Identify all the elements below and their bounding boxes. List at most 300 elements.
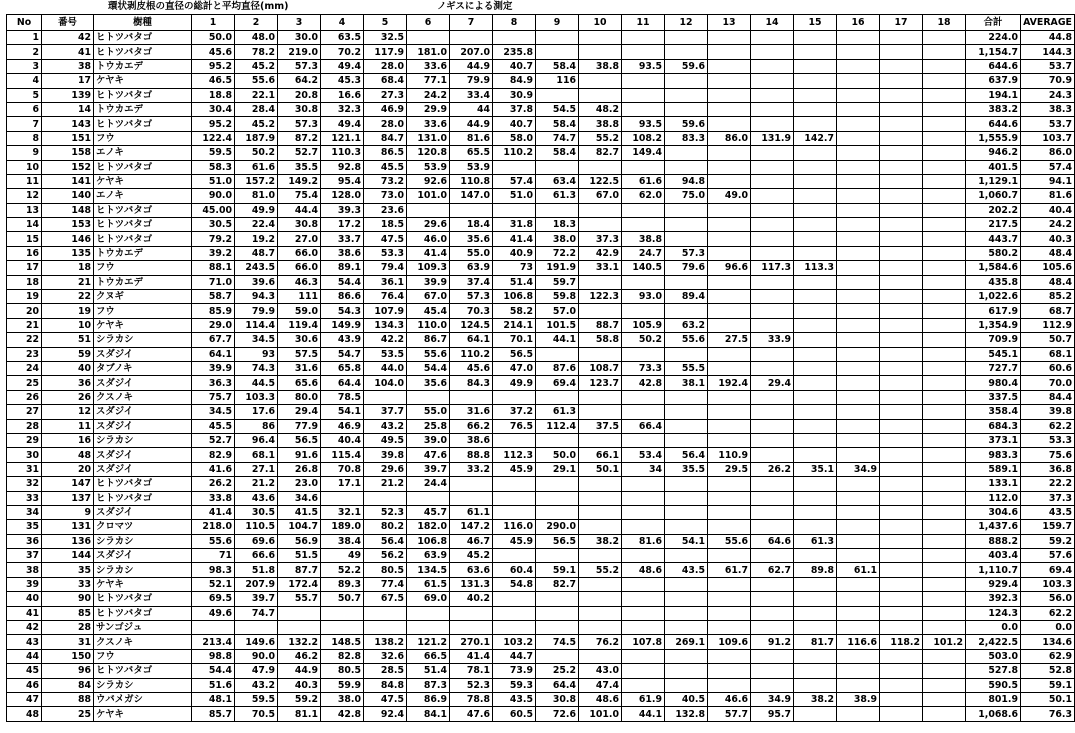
diameter-cell: 46.3 [278,275,321,289]
diameter-cell: 24.4 [407,477,450,491]
diameter-cell: 88.7 [579,318,622,332]
diameter-cell: 28.0 [364,117,407,131]
diameter-cell [837,117,880,131]
diameter-cell [407,390,450,404]
diameter-cell: 59.3 [493,678,536,692]
tree-id-cell: 96 [42,664,94,678]
row-number-cell: 38 [7,563,42,577]
diameter-cell [708,361,751,375]
diameter-cell [321,606,364,620]
diameter-cell: 101.0 [407,189,450,203]
diameter-cell: 54.3 [321,304,364,318]
total-cell: 194.1 [966,88,1021,102]
diameter-cell: 34.5 [235,333,278,347]
tree-id-cell: 42 [42,31,94,45]
diameter-cell: 235.8 [493,45,536,59]
diameter-cell: 42.8 [622,376,665,390]
diameter-cell [880,45,923,59]
diameter-cell: 44.1 [622,707,665,721]
diameter-cell [923,419,966,433]
diameter-cell: 101.0 [579,707,622,721]
diameter-cell: 67.5 [364,592,407,606]
diameter-cell [536,549,579,563]
diameter-cell: 48.1 [192,692,235,706]
diameter-cell: 30.4 [192,102,235,116]
diameter-cell: 98.3 [192,563,235,577]
diameter-cell: 36.3 [192,376,235,390]
diameter-cell [794,649,837,663]
diameter-cell [923,405,966,419]
diameter-cell: 39.6 [235,275,278,289]
diameter-cell [880,405,923,419]
diameter-cell: 117.3 [751,261,794,275]
table-row [7,160,1075,174]
diameter-cell [493,160,536,174]
diameter-cell: 52.1 [192,577,235,591]
average-cell: 103.7 [1021,131,1075,145]
diameter-cell: 48.6 [622,563,665,577]
diameter-cell: 49 [321,549,364,563]
diameter-cell [837,304,880,318]
diameter-cell [837,649,880,663]
diameter-cell: 45.9 [493,462,536,476]
diameter-cell [880,131,923,145]
diameter-cell: 44.7 [493,649,536,663]
diameter-cell: 34.6 [278,491,321,505]
diameter-cell [923,577,966,591]
diameter-cell: 18.8 [192,88,235,102]
diameter-cell: 31.6 [450,405,493,419]
tree-id-cell: 22 [42,290,94,304]
diameter-cell [794,74,837,88]
diameter-cell: 49.5 [364,433,407,447]
diameter-cell: 27.3 [364,88,407,102]
diameter-cell: 25.8 [407,419,450,433]
diameter-cell: 67.0 [579,189,622,203]
species-cell: ヒトツバタゴ [94,491,192,505]
average-cell: 105.6 [1021,261,1075,275]
table-row [7,333,1075,347]
diameter-cell [493,31,536,45]
diameter-cell: 20.8 [278,88,321,102]
species-cell: ケヤキ [94,318,192,332]
diameter-cell [794,376,837,390]
diameter-cell: 65.5 [450,146,493,160]
average-cell: 159.7 [1021,520,1075,534]
diameter-cell: 45.2 [235,59,278,73]
diameter-cell: 96.4 [235,433,278,447]
tree-id-cell: 150 [42,649,94,663]
diameter-cell: 45.2 [450,549,493,563]
diameter-cell: 84.3 [450,376,493,390]
diameter-cell [923,203,966,217]
average-cell: 44.8 [1021,31,1075,45]
species-cell: スダジイ [94,376,192,390]
diameter-cell [665,405,708,419]
table-row [7,376,1075,390]
diameter-cell: 23.0 [278,477,321,491]
diameter-cell [880,448,923,462]
diameter-cell: 38.8 [622,232,665,246]
diameter-cell: 54.8 [493,577,536,591]
diameter-cell: 57.3 [450,290,493,304]
diameter-cell: 45.7 [407,505,450,519]
total-cell: 1,022.6 [966,290,1021,304]
diameter-cell: 47.9 [235,664,278,678]
row-number-cell: 1 [7,31,42,45]
total-cell: 527.8 [966,664,1021,678]
column-header: 12 [665,15,708,31]
diameter-cell [493,433,536,447]
total-cell: 443.7 [966,232,1021,246]
diameter-cell: 86.6 [321,290,364,304]
species-cell: トウカエデ [94,59,192,73]
column-header: 11 [622,15,665,31]
diameter-cell [794,45,837,59]
diameter-cell [880,290,923,304]
table-row [7,390,1075,404]
species-cell: サンゴジュ [94,621,192,635]
diameter-cell [708,160,751,174]
diameter-cell [493,390,536,404]
diameter-cell [794,189,837,203]
average-cell: 59.2 [1021,534,1075,548]
total-cell: 112.0 [966,491,1021,505]
diameter-cell: 92.6 [407,174,450,188]
diameter-cell [751,74,794,88]
diameter-cell [708,520,751,534]
diameter-cell: 35.6 [450,232,493,246]
diameter-cell [837,102,880,116]
diameter-cell [579,577,622,591]
diameter-cell [493,592,536,606]
diameter-cell: 80.2 [364,520,407,534]
species-cell: ヒトツバタゴ [94,117,192,131]
diameter-cell: 52.2 [321,563,364,577]
average-cell: 86.0 [1021,146,1075,160]
diameter-cell: 80.0 [278,390,321,404]
diameter-cell: 86.7 [407,333,450,347]
diameter-cell [837,74,880,88]
diameter-cell: 18.4 [450,218,493,232]
diameter-cell: 58.3 [192,160,235,174]
row-number-cell: 7 [7,117,42,131]
diameter-cell: 104.0 [364,376,407,390]
diameter-cell: 34.5 [192,405,235,419]
diameter-cell: 84.8 [364,678,407,692]
table-row [7,246,1075,260]
diameter-cell: 29.6 [407,218,450,232]
species-cell: クスノキ [94,635,192,649]
diameter-cell [794,290,837,304]
diameter-cell: 93 [235,347,278,361]
diameter-cell [622,520,665,534]
diameter-cell [837,520,880,534]
species-cell: クロマツ [94,520,192,534]
diameter-cell [708,664,751,678]
root-diameter-table [6,14,1075,722]
diameter-cell [751,218,794,232]
diameter-cell: 53.9 [407,160,450,174]
diameter-cell [923,88,966,102]
diameter-cell [579,275,622,289]
diameter-cell [794,491,837,505]
diameter-cell: 19.2 [235,232,278,246]
diameter-cell [493,549,536,563]
diameter-cell [880,520,923,534]
diameter-cell: 116.6 [837,635,880,649]
diameter-cell [622,505,665,519]
diameter-cell [837,246,880,260]
diameter-cell [751,621,794,635]
species-cell: ヒトツバタゴ [94,160,192,174]
diameter-cell: 95.4 [321,174,364,188]
diameter-cell: 30.6 [278,333,321,347]
diameter-cell: 64.1 [192,347,235,361]
diameter-cell [708,304,751,318]
diameter-cell: 55.6 [192,534,235,548]
diameter-cell: 189.0 [321,520,364,534]
diameter-cell: 30.5 [192,218,235,232]
average-cell: 62.2 [1021,606,1075,620]
tree-id-cell: 143 [42,117,94,131]
diameter-cell: 57.3 [278,59,321,73]
total-cell: 217.5 [966,218,1021,232]
diameter-cell [794,304,837,318]
diameter-cell: 46.6 [708,692,751,706]
diameter-cell [751,520,794,534]
diameter-cell: 45.4 [407,304,450,318]
diameter-cell: 64.1 [450,333,493,347]
diameter-cell [493,621,536,635]
diameter-cell [880,592,923,606]
diameter-cell [278,606,321,620]
diameter-cell: 57.7 [708,707,751,721]
diameter-cell: 38.6 [321,246,364,260]
diameter-cell: 69.5 [192,592,235,606]
diameter-cell [923,333,966,347]
diameter-cell: 45.2 [235,117,278,131]
diameter-cell: 70.1 [493,333,536,347]
row-number-cell: 39 [7,577,42,591]
diameter-cell: 131.3 [450,577,493,591]
diameter-cell [837,333,880,347]
total-cell: 401.5 [966,160,1021,174]
total-cell: 202.2 [966,203,1021,217]
diameter-cell: 76.5 [493,419,536,433]
diameter-cell: 57.3 [665,246,708,260]
diameter-cell: 187.9 [235,131,278,145]
diameter-cell: 57.5 [278,347,321,361]
diameter-cell [665,74,708,88]
diameter-cell: 29.9 [407,102,450,116]
diameter-cell: 30.9 [493,88,536,102]
diameter-cell: 79.9 [450,74,493,88]
diameter-cell: 47.5 [364,232,407,246]
diameter-cell: 112.3 [493,448,536,462]
diameter-cell: 149.6 [235,635,278,649]
diameter-cell: 108.7 [579,361,622,375]
diameter-cell: 71 [192,549,235,563]
diameter-cell: 64.4 [536,678,579,692]
row-number-cell: 14 [7,218,42,232]
table-row [7,361,1075,375]
diameter-cell [794,621,837,635]
diameter-cell: 89.1 [321,261,364,275]
diameter-cell [794,448,837,462]
diameter-cell: 55.7 [278,592,321,606]
diameter-cell: 58.0 [493,131,536,145]
diameter-cell [622,160,665,174]
diameter-cell [880,678,923,692]
row-number-cell: 45 [7,664,42,678]
tree-id-cell: 16 [42,433,94,447]
diameter-cell [751,448,794,462]
total-cell: 929.4 [966,577,1021,591]
diameter-cell [665,45,708,59]
diameter-cell: 45.6 [192,45,235,59]
diameter-cell: 27.0 [278,232,321,246]
diameter-cell [665,232,708,246]
diameter-cell: 44.0 [364,361,407,375]
diameter-cell: 86.5 [364,146,407,160]
diameter-cell: 83.3 [665,131,708,145]
total-cell: 709.9 [966,333,1021,347]
diameter-cell: 21.2 [235,477,278,491]
diameter-cell [880,189,923,203]
species-cell: ケヤキ [94,74,192,88]
species-cell: シラカシ [94,433,192,447]
diameter-cell [880,304,923,318]
diameter-cell: 50.7 [321,592,364,606]
column-header: AVERAGE [1021,15,1075,31]
table-body [7,31,1075,722]
diameter-cell: 134.5 [407,563,450,577]
table-row [7,275,1075,289]
column-header: 3 [278,15,321,31]
table-row [7,203,1075,217]
diameter-cell [665,160,708,174]
diameter-cell: 58.4 [536,117,579,131]
tree-id-cell: 12 [42,405,94,419]
diameter-cell [665,491,708,505]
diameter-cell: 57.3 [278,117,321,131]
diameter-cell: 54.1 [665,534,708,548]
diameter-cell [923,304,966,318]
diameter-cell: 56.2 [364,549,407,563]
diameter-cell: 110.5 [235,520,278,534]
diameter-cell [364,621,407,635]
table-row [7,692,1075,706]
diameter-cell: 122.5 [579,174,622,188]
total-cell: 946.2 [966,146,1021,160]
diameter-cell: 70.2 [321,45,364,59]
diameter-cell: 59.6 [665,117,708,131]
diameter-cell: 81.1 [278,707,321,721]
diameter-cell: 116 [536,74,579,88]
column-header: 9 [536,15,579,31]
diameter-cell: 42.2 [364,333,407,347]
diameter-cell: 39.2 [192,246,235,260]
diameter-cell [622,577,665,591]
diameter-cell [794,606,837,620]
tree-id-cell: 26 [42,390,94,404]
diameter-cell: 56.9 [278,534,321,548]
diameter-cell [364,606,407,620]
diameter-cell: 110.2 [450,347,493,361]
diameter-cell [321,621,364,635]
average-cell: 69.4 [1021,563,1075,577]
diameter-cell: 110.9 [708,448,751,462]
diameter-cell [880,203,923,217]
diameter-cell [579,433,622,447]
row-number-cell: 44 [7,649,42,663]
table-row [7,462,1075,476]
diameter-cell [708,592,751,606]
table-row [7,304,1075,318]
diameter-cell: 55.6 [708,534,751,548]
diameter-cell [837,160,880,174]
diameter-cell: 181.0 [407,45,450,59]
tree-id-cell: 38 [42,59,94,73]
diameter-cell [880,246,923,260]
tree-id-cell: 85 [42,606,94,620]
column-header: 1 [192,15,235,31]
diameter-cell [923,549,966,563]
column-header: 13 [708,15,751,31]
total-cell: 1,110.7 [966,563,1021,577]
diameter-cell [880,621,923,635]
diameter-cell: 38.8 [579,59,622,73]
diameter-cell: 86 [235,419,278,433]
diameter-cell: 46.0 [407,232,450,246]
diameter-cell [751,664,794,678]
diameter-cell [665,649,708,663]
diameter-cell: 91.6 [278,448,321,462]
row-number-cell: 12 [7,189,42,203]
species-cell: ヒトツバタゴ [94,592,192,606]
diameter-cell [622,606,665,620]
diameter-cell [536,433,579,447]
diameter-cell: 132.2 [278,635,321,649]
diameter-cell: 24.2 [407,88,450,102]
diameter-cell [923,174,966,188]
average-cell: 24.3 [1021,88,1075,102]
total-cell: 980.4 [966,376,1021,390]
diameter-cell: 122.3 [579,290,622,304]
diameter-cell: 116.0 [493,520,536,534]
diameter-cell: 51.0 [493,189,536,203]
diameter-cell: 33.1 [579,261,622,275]
tree-id-cell: 51 [42,333,94,347]
row-number-cell: 37 [7,549,42,563]
diameter-cell: 30.5 [235,505,278,519]
diameter-cell: 53.9 [450,160,493,174]
diameter-cell: 64.4 [321,376,364,390]
diameter-cell: 61.1 [450,505,493,519]
diameter-cell [751,246,794,260]
diameter-cell [837,347,880,361]
average-cell: 134.6 [1021,635,1075,649]
diameter-cell [880,534,923,548]
diameter-cell: 89.8 [794,563,837,577]
diameter-cell [751,174,794,188]
diameter-cell: 114.4 [235,318,278,332]
diameter-cell [622,45,665,59]
table-row [7,347,1075,361]
diameter-cell [622,347,665,361]
diameter-cell [536,621,579,635]
